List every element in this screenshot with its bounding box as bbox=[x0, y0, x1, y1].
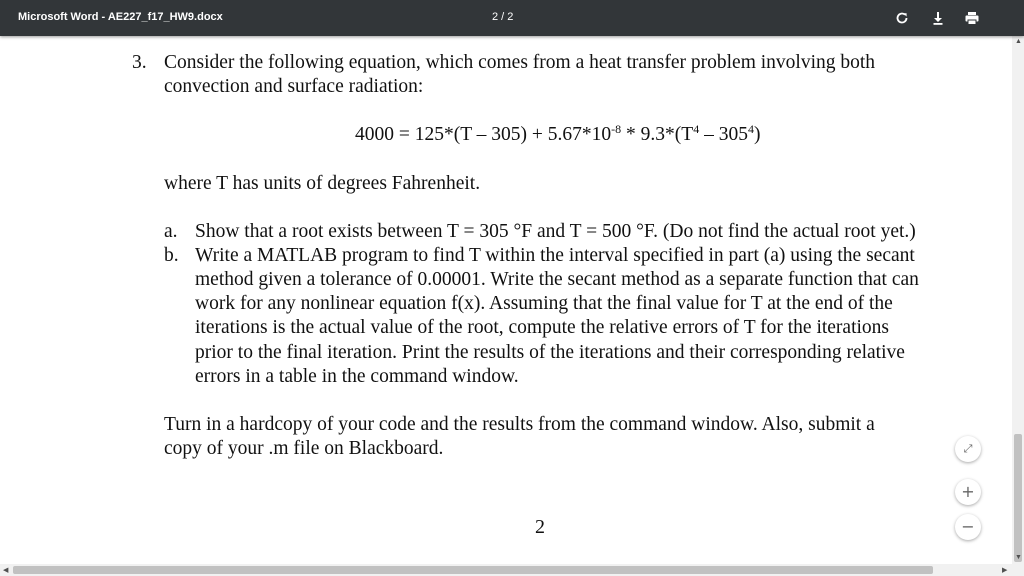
equation-part-d: ) bbox=[753, 124, 761, 145]
equation-exponent-3: 4 bbox=[747, 122, 754, 136]
vertical-scrollbar[interactable] bbox=[1012, 36, 1024, 564]
scroll-right-arrow-icon[interactable]: ▶ bbox=[1002, 567, 1008, 574]
print-icon bbox=[963, 9, 981, 27]
document-viewer[interactable] bbox=[0, 36, 1012, 564]
scroll-down-arrow-icon[interactable]: ▼ bbox=[1015, 554, 1022, 561]
equation-part-a: 4000 = 125*(T – 305) + 5.67*10 bbox=[355, 124, 612, 145]
where-line: where T has units of degrees Fahrenheit. bbox=[164, 173, 481, 194]
item-b-line: Write a MATLAB program to find T within the interval specified in part (a) using the secant bbox=[195, 245, 915, 266]
item-a-label: a. bbox=[164, 221, 178, 242]
turnin-line-1: Turn in a hardcopy of your code and the results from the command window. Also, submit a bbox=[164, 414, 875, 435]
equation-part-b: * 9.3*(T bbox=[621, 124, 694, 145]
equation-exponent-2: 4 bbox=[693, 122, 700, 136]
item-a-text: Show that a root exists between T = 305 °F and T = 500 °F. (Do not find the actual root yet.) bbox=[195, 221, 916, 242]
scroll-up-arrow-icon[interactable]: ▲ bbox=[1015, 38, 1022, 45]
zoom-out-icon: − bbox=[961, 517, 975, 536]
equation bbox=[355, 123, 760, 148]
page-indicator: 2 / 2 bbox=[492, 11, 514, 23]
item-b-line: method given a tolerance of 0.00001. Write the secant method as a separate function that can bbox=[195, 269, 919, 290]
vertical-scroll-thumb[interactable] bbox=[1014, 434, 1022, 562]
page-number: 2 bbox=[535, 516, 545, 538]
print-button[interactable] bbox=[963, 9, 981, 27]
intro-line-2: convection and surface radiation: bbox=[164, 76, 424, 97]
horizontal-scroll-thumb[interactable] bbox=[13, 566, 933, 574]
download-icon bbox=[929, 9, 947, 27]
turnin-line-2: copy of your .m file on Blackboard. bbox=[164, 438, 444, 459]
rotate-icon bbox=[893, 9, 911, 27]
item-b-line: prior to the final iteration. Print the results of the iterations and their corresponding relative bbox=[195, 342, 905, 363]
item-b-label: b. bbox=[164, 245, 179, 266]
equation-part-c: – 305 bbox=[699, 124, 748, 145]
item-b-line: errors in a table in the command window. bbox=[195, 366, 519, 387]
zoom-in-icon: + bbox=[961, 482, 975, 501]
download-button[interactable] bbox=[929, 9, 947, 27]
rotate-button[interactable] bbox=[893, 9, 911, 27]
zoom-in-button[interactable] bbox=[955, 479, 981, 505]
fit-to-page-icon: ⤢ bbox=[963, 442, 973, 455]
problem-number: 3. bbox=[132, 52, 147, 73]
fit-to-page-button[interactable] bbox=[955, 436, 981, 462]
horizontal-scrollbar[interactable] bbox=[0, 564, 1024, 576]
viewer-toolbar bbox=[0, 0, 1024, 36]
zoom-out-button[interactable] bbox=[955, 514, 981, 540]
item-b-line: work for any nonlinear equation f(x). Assuming that the final value for T at the end of the bbox=[195, 293, 893, 314]
scroll-left-arrow-icon[interactable]: ◀ bbox=[3, 567, 9, 574]
document-title: Microsoft Word - AE227_f17_HW9.docx bbox=[18, 11, 223, 23]
item-b-line: iterations is the actual value of the root, compute the relative errors of T for the iterations bbox=[195, 317, 890, 338]
intro-line-1: Consider the following equation, which comes from a heat transfer problem involving both bbox=[164, 52, 876, 73]
equation-exponent-1: -8 bbox=[611, 122, 622, 136]
